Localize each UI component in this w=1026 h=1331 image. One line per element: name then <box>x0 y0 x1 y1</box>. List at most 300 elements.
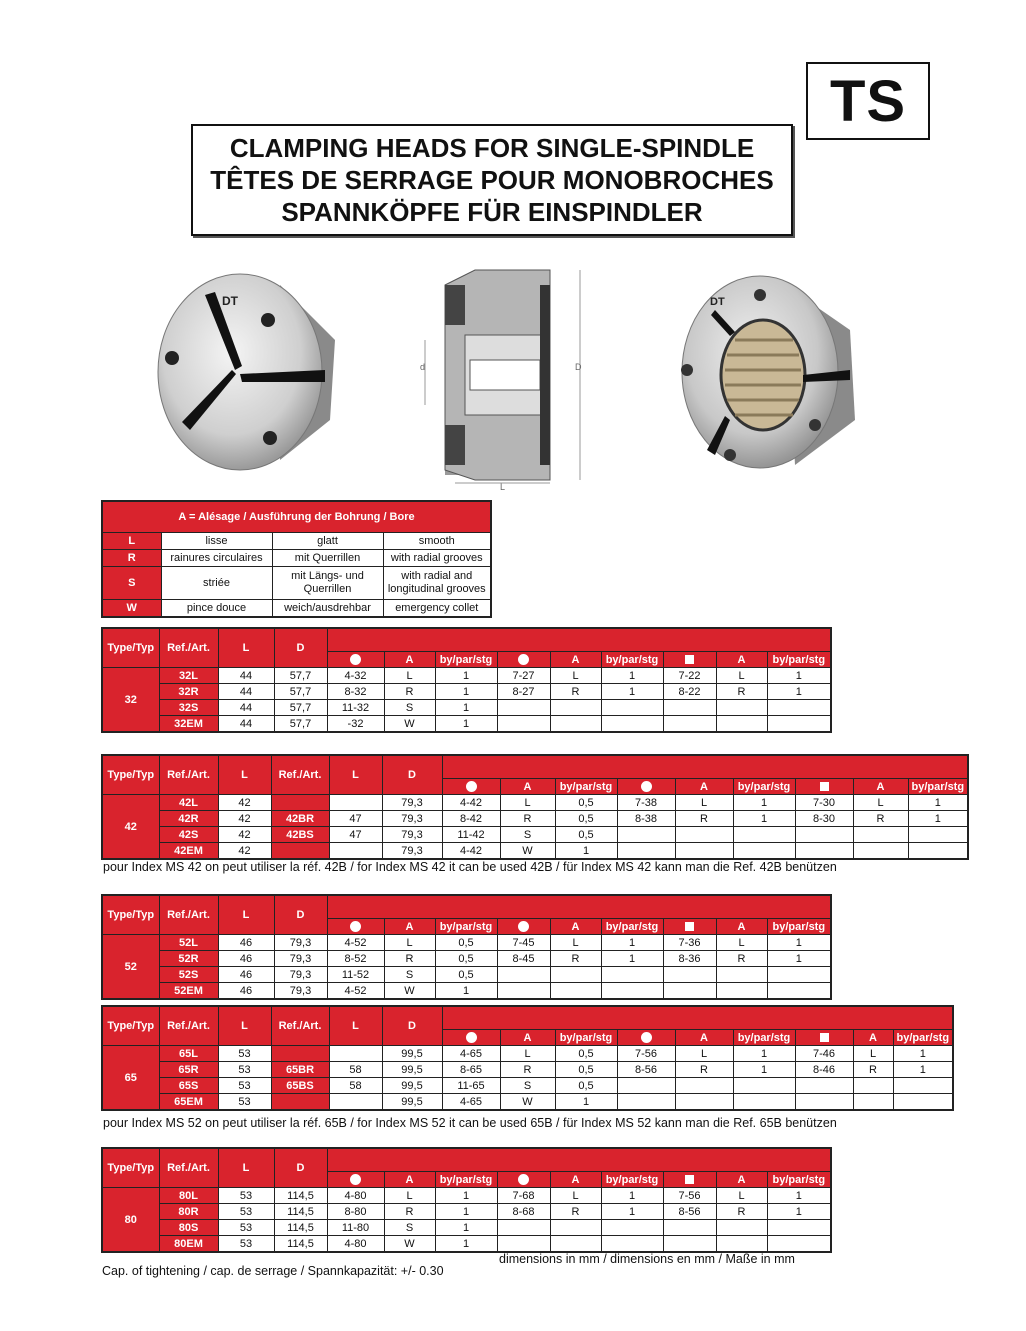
table-cell: W <box>500 843 555 860</box>
type-cell: 80 <box>102 1188 159 1253</box>
table-cell: S <box>384 967 435 983</box>
table-cell: 7-45 <box>497 935 550 951</box>
ref-cell: 42EM <box>159 843 218 860</box>
table-cell: 79,3 <box>382 827 442 843</box>
ref-cell: 32EM <box>159 716 218 733</box>
column-header: L <box>218 895 274 935</box>
title-de: SPANNKÖPFE FÜR EINSPINDLER <box>281 197 703 227</box>
table-cell <box>893 1078 953 1094</box>
table-cell <box>767 700 831 716</box>
table-cell: R <box>675 811 733 827</box>
table-cell: 1 <box>767 935 831 951</box>
column-header: A <box>500 779 555 795</box>
table-row <box>102 1220 831 1236</box>
table-cell <box>550 700 601 716</box>
table-cell <box>497 716 550 733</box>
table-cell: W <box>384 983 435 1000</box>
table-cell: L <box>716 1188 767 1204</box>
type-table-65 <box>101 1005 954 1111</box>
square-bar-icon <box>795 1030 853 1046</box>
table-cell: 8-27 <box>497 684 550 700</box>
svg-text:d: d <box>420 362 426 372</box>
table-cell <box>271 795 329 811</box>
table-row <box>102 684 831 700</box>
table-cell: W <box>384 716 435 733</box>
ref-cell: 65R <box>159 1062 218 1078</box>
round-bar-icon <box>327 652 384 668</box>
table-cell <box>601 983 663 1000</box>
table-cell: 79,3 <box>382 795 442 811</box>
table-cell: 0,5 <box>435 951 497 967</box>
column-header: by/par/stg <box>435 919 497 935</box>
table-cell: 47 <box>329 811 382 827</box>
table-cell: 0,5 <box>555 811 617 827</box>
legend-row: L lisse glatt smooth <box>102 533 491 550</box>
column-header <box>327 895 831 919</box>
table-cell <box>908 843 968 860</box>
table-cell: R <box>853 811 908 827</box>
ref-cell: 32S <box>159 700 218 716</box>
column-header: A <box>384 652 435 668</box>
type-cell: 52 <box>102 935 159 1000</box>
ref-cell: 52R <box>159 951 218 967</box>
table-cell <box>716 983 767 1000</box>
table-cell: R <box>384 951 435 967</box>
ref-cell: 52EM <box>159 983 218 1000</box>
clamping-head-drawing <box>415 265 595 490</box>
table-row <box>102 827 968 843</box>
table-cell: S <box>500 827 555 843</box>
ref-cell: 32R <box>159 684 218 700</box>
note-65: pour Index MS 52 on peut utiliser la réf. 65B / for Index MS 52 it can be used 65B / für Index MS 52 kann man die Ref. 65B benützen <box>103 1116 837 1130</box>
table-cell: 79,3 <box>274 935 327 951</box>
table-cell: 53 <box>218 1236 274 1253</box>
table-cell: 1 <box>733 1046 795 1062</box>
table-cell <box>329 1094 382 1111</box>
table-cell: 8-36 <box>663 951 716 967</box>
table-cell: R <box>550 951 601 967</box>
table-cell <box>617 1078 675 1094</box>
table-cell: 46 <box>218 983 274 1000</box>
round-bar-icon <box>442 1030 500 1046</box>
table-cell: 53 <box>218 1188 274 1204</box>
column-header: by/par/stg <box>767 919 831 935</box>
table-cell: R <box>384 684 435 700</box>
table-cell <box>795 1094 853 1111</box>
svg-text:D: D <box>575 362 582 372</box>
table-cell: R <box>716 684 767 700</box>
ref-cell: 52S <box>159 967 218 983</box>
note-42: pour Index MS 42 on peut utiliser la réf. 42B / for Index MS 42 it can be used 42B / für Index MS 42 kann man die Ref. 42B benützen <box>103 860 837 874</box>
column-header: A <box>675 779 733 795</box>
table-cell: 8-56 <box>617 1062 675 1078</box>
column-header: by/par/stg <box>601 1172 663 1188</box>
table-cell: 1 <box>767 951 831 967</box>
table-cell: 1 <box>435 700 497 716</box>
table-cell: 7-56 <box>617 1046 675 1062</box>
table-cell <box>675 827 733 843</box>
table-cell: S <box>384 700 435 716</box>
table-cell <box>601 716 663 733</box>
table-cell: 8-45 <box>497 951 550 967</box>
table-cell: L <box>550 935 601 951</box>
table-row <box>102 1204 831 1220</box>
table-cell: 53 <box>218 1046 271 1062</box>
table-cell <box>663 1236 716 1253</box>
table-cell: 58 <box>329 1078 382 1094</box>
table-cell: 8-56 <box>663 1204 716 1220</box>
table-cell: L <box>550 668 601 684</box>
table-cell: 8-30 <box>795 811 853 827</box>
ref-cell: 80L <box>159 1188 218 1204</box>
table-cell: 44 <box>218 668 274 684</box>
table-cell <box>329 1046 382 1062</box>
table-cell: 42 <box>218 811 271 827</box>
table-cell: 4-65 <box>442 1046 500 1062</box>
table-cell: 4-42 <box>442 795 500 811</box>
table-cell: 7-30 <box>795 795 853 811</box>
table-cell: 1 <box>601 668 663 684</box>
table-cell: 42 <box>218 843 271 860</box>
table-cell: 1 <box>601 1204 663 1220</box>
column-header: A <box>550 1172 601 1188</box>
column-header: by/par/stg <box>435 1172 497 1188</box>
table-cell <box>716 716 767 733</box>
table-cell: W <box>500 1094 555 1111</box>
table-cell: 1 <box>733 811 795 827</box>
column-header: D <box>382 1006 442 1046</box>
square-bar-icon <box>663 919 716 935</box>
table-cell <box>795 1078 853 1094</box>
table-cell: 1 <box>767 1188 831 1204</box>
table-row <box>102 1188 831 1204</box>
table-cell <box>617 827 675 843</box>
column-header: L <box>218 1148 274 1188</box>
ref-cell: 65S <box>159 1078 218 1094</box>
table-cell: 8-52 <box>327 951 384 967</box>
table-cell: 53 <box>218 1220 274 1236</box>
table-cell: 57,7 <box>274 668 327 684</box>
table-cell: 44 <box>218 684 274 700</box>
bore-legend-table <box>101 500 492 618</box>
table-cell: 11-65 <box>442 1078 500 1094</box>
column-header: Ref./Art. <box>159 1006 218 1046</box>
table-cell: 99,5 <box>382 1046 442 1062</box>
column-header <box>327 628 831 652</box>
table-cell <box>795 843 853 860</box>
table-cell <box>550 1236 601 1253</box>
table-cell: L <box>853 1046 893 1062</box>
table-row <box>102 935 831 951</box>
column-header: D <box>274 895 327 935</box>
round-bar-icon <box>617 1030 675 1046</box>
table-cell: 8-68 <box>497 1204 550 1220</box>
type-cell: 32 <box>102 668 159 733</box>
table-cell: L <box>716 668 767 684</box>
table-cell: 8-38 <box>617 811 675 827</box>
table-cell <box>733 1094 795 1111</box>
table-cell: 1 <box>893 1046 953 1062</box>
legend-row: S striée mit Längs- und Querrillen with radial and longitudinal grooves <box>102 567 491 600</box>
type-table-80 <box>101 1147 832 1253</box>
ref-cell: 42S <box>159 827 218 843</box>
column-header: by/par/stg <box>601 919 663 935</box>
table-cell <box>767 1236 831 1253</box>
table-cell <box>550 967 601 983</box>
ref-cell: 42R <box>159 811 218 827</box>
column-header: Ref./Art. <box>159 628 218 668</box>
table-cell: 1 <box>601 1188 663 1204</box>
table-cell <box>733 1078 795 1094</box>
table-cell: 4-65 <box>442 1094 500 1111</box>
table-cell: 53 <box>218 1078 271 1094</box>
table-cell: 4-32 <box>327 668 384 684</box>
table-cell: L <box>853 795 908 811</box>
table-cell: 1 <box>555 1094 617 1111</box>
table-cell: 99,5 <box>382 1062 442 1078</box>
round-bar-icon <box>442 779 500 795</box>
table-cell: L <box>384 668 435 684</box>
table-cell <box>675 843 733 860</box>
table-cell: 1 <box>767 684 831 700</box>
table-cell: 4-42 <box>442 843 500 860</box>
table-cell: 4-52 <box>327 935 384 951</box>
column-header: A <box>716 919 767 935</box>
table-cell: 11-52 <box>327 967 384 983</box>
table-cell: 47 <box>329 827 382 843</box>
table-cell <box>617 1094 675 1111</box>
table-cell <box>663 700 716 716</box>
table-cell <box>853 827 908 843</box>
capacity-note: Cap. of tightening / cap. de serrage / Spannkapazität: +/- 0.30 <box>102 1264 444 1278</box>
table-cell: 8-22 <box>663 684 716 700</box>
column-header: by/par/stg <box>435 652 497 668</box>
column-header: by/par/stg <box>893 1030 953 1046</box>
table-cell: L <box>716 935 767 951</box>
table-cell: 0,5 <box>555 1078 617 1094</box>
table-cell: 1 <box>733 795 795 811</box>
table-cell <box>497 1220 550 1236</box>
table-cell: L <box>384 1188 435 1204</box>
table-cell: L <box>550 1188 601 1204</box>
table-cell: R <box>716 1204 767 1220</box>
table-cell: R <box>675 1062 733 1078</box>
table-cell <box>663 967 716 983</box>
table-cell: W <box>384 1236 435 1253</box>
table-cell <box>601 1220 663 1236</box>
column-header: A <box>550 919 601 935</box>
square-bar-icon <box>663 652 716 668</box>
table-cell: 79,3 <box>274 951 327 967</box>
table-cell: R <box>550 684 601 700</box>
table-cell: 46 <box>218 951 274 967</box>
legend-row: W pince douce weich/ausdrehbar emergency collet <box>102 600 491 618</box>
type-cell: 42 <box>102 795 159 860</box>
table-cell <box>329 795 382 811</box>
table-cell <box>733 827 795 843</box>
column-header: Ref./Art. <box>159 755 218 795</box>
table-cell <box>767 983 831 1000</box>
column-header: Ref./Art. <box>271 755 329 795</box>
svg-text:DT: DT <box>710 296 725 308</box>
table-cell: 11-32 <box>327 700 384 716</box>
column-header <box>327 1148 831 1172</box>
table-cell: 7-27 <box>497 668 550 684</box>
table-cell <box>767 716 831 733</box>
table-cell <box>733 843 795 860</box>
table-cell <box>617 843 675 860</box>
table-cell: 46 <box>218 967 274 983</box>
ref-cell: 80R <box>159 1204 218 1220</box>
table-cell: 99,5 <box>382 1078 442 1094</box>
column-header: Type/Typ <box>102 895 159 935</box>
column-header: A <box>853 1030 893 1046</box>
column-header: Ref./Art. <box>159 895 218 935</box>
table-cell <box>675 1078 733 1094</box>
round-bar-icon <box>327 919 384 935</box>
table-cell: L <box>384 935 435 951</box>
table-cell <box>271 1094 329 1111</box>
table-cell: 8-65 <box>442 1062 500 1078</box>
table-cell: 79,3 <box>382 843 442 860</box>
table-cell: 1 <box>601 935 663 951</box>
table-cell: 0,5 <box>555 827 617 843</box>
table-cell <box>908 827 968 843</box>
table-cell: 114,5 <box>274 1204 327 1220</box>
table-cell: 53 <box>218 1204 274 1220</box>
title-en: CLAMPING HEADS FOR SINGLE-SPINDLE <box>229 133 755 163</box>
table-cell: L <box>675 795 733 811</box>
type-table-52 <box>101 894 832 1000</box>
round-bar-icon <box>497 1172 550 1188</box>
column-header: L <box>218 755 271 795</box>
table-cell: R <box>853 1062 893 1078</box>
table-cell: L <box>500 795 555 811</box>
table-cell: 114,5 <box>274 1236 327 1253</box>
table-cell <box>497 967 550 983</box>
table-cell: 42 <box>218 795 271 811</box>
type-table-32 <box>101 627 832 733</box>
table-cell <box>767 1220 831 1236</box>
table-row <box>102 795 968 811</box>
table-cell: 4-80 <box>327 1188 384 1204</box>
table-cell: 99,5 <box>382 1094 442 1111</box>
table-row <box>102 1046 953 1062</box>
page-title <box>191 124 793 236</box>
table-row <box>102 1094 953 1111</box>
table-cell <box>853 843 908 860</box>
table-cell: 42 <box>218 827 271 843</box>
column-header: by/par/stg <box>555 779 617 795</box>
table-cell: 8-42 <box>442 811 500 827</box>
table-cell: 1 <box>435 1236 497 1253</box>
ref-cell: 65BR <box>271 1062 329 1078</box>
column-header: L <box>329 1006 382 1046</box>
clamping-head-photo-grooved <box>675 270 865 475</box>
table-row <box>102 843 968 860</box>
table-row <box>102 668 831 684</box>
clamping-head-photo-front <box>150 270 340 475</box>
table-cell: 79,3 <box>382 811 442 827</box>
ref-cell: 65BS <box>271 1078 329 1094</box>
table-cell: 1 <box>435 1188 497 1204</box>
table-cell: 114,5 <box>274 1188 327 1204</box>
table-cell <box>550 983 601 1000</box>
table-cell: 46 <box>218 935 274 951</box>
column-header: Type/Typ <box>102 628 159 668</box>
table-cell: -32 <box>327 716 384 733</box>
table-cell: R <box>500 811 555 827</box>
svg-text:L: L <box>500 482 506 490</box>
table-cell: 1 <box>435 668 497 684</box>
table-cell: R <box>716 951 767 967</box>
table-cell: 7-22 <box>663 668 716 684</box>
column-header: A <box>550 652 601 668</box>
table-cell: 1 <box>435 1220 497 1236</box>
ref-cell: 65EM <box>159 1094 218 1111</box>
table-cell: 1 <box>435 684 497 700</box>
table-cell: S <box>500 1078 555 1094</box>
column-header: D <box>382 755 442 795</box>
square-bar-icon <box>663 1172 716 1188</box>
table-cell: 7-68 <box>497 1188 550 1204</box>
table-cell: 1 <box>601 951 663 967</box>
table-cell: 0,5 <box>555 1062 617 1078</box>
table-cell <box>601 1236 663 1253</box>
column-header: D <box>274 1148 327 1188</box>
table-cell: 44 <box>218 700 274 716</box>
table-cell: 57,7 <box>274 684 327 700</box>
table-cell: 1 <box>601 684 663 700</box>
table-cell <box>853 1094 893 1111</box>
table-cell: 57,7 <box>274 700 327 716</box>
table-cell <box>550 716 601 733</box>
table-cell <box>497 983 550 1000</box>
column-header: by/par/stg <box>908 779 968 795</box>
column-header: Ref./Art. <box>271 1006 329 1046</box>
column-header: A <box>853 779 908 795</box>
table-cell: L <box>675 1046 733 1062</box>
table-cell: 7-36 <box>663 935 716 951</box>
table-row <box>102 1236 831 1253</box>
table-cell <box>675 1094 733 1111</box>
table-cell <box>271 843 329 860</box>
column-header: A <box>675 1030 733 1046</box>
table-cell <box>716 700 767 716</box>
svg-text:DT: DT <box>222 294 238 308</box>
table-cell: 8-32 <box>327 684 384 700</box>
ref-cell: 80S <box>159 1220 218 1236</box>
table-cell: S <box>384 1220 435 1236</box>
table-cell <box>601 967 663 983</box>
table-cell: 53 <box>218 1094 271 1111</box>
table-cell: 7-56 <box>663 1188 716 1204</box>
column-header: Type/Typ <box>102 755 159 795</box>
table-cell: 11-80 <box>327 1220 384 1236</box>
column-header <box>442 755 968 779</box>
legend-row: R rainures circulaires mit Querrillen with radial grooves <box>102 550 491 567</box>
table-cell: 114,5 <box>274 1220 327 1236</box>
column-header: D <box>274 628 327 668</box>
table-cell: 1 <box>908 795 968 811</box>
column-header: A <box>716 652 767 668</box>
table-cell <box>550 1220 601 1236</box>
legend-header: A = Alésage / Ausführung der Bohrung / Bore <box>102 501 491 533</box>
table-cell: R <box>550 1204 601 1220</box>
table-cell: 0,5 <box>555 795 617 811</box>
ref-cell: 80EM <box>159 1236 218 1253</box>
table-row <box>102 716 831 733</box>
